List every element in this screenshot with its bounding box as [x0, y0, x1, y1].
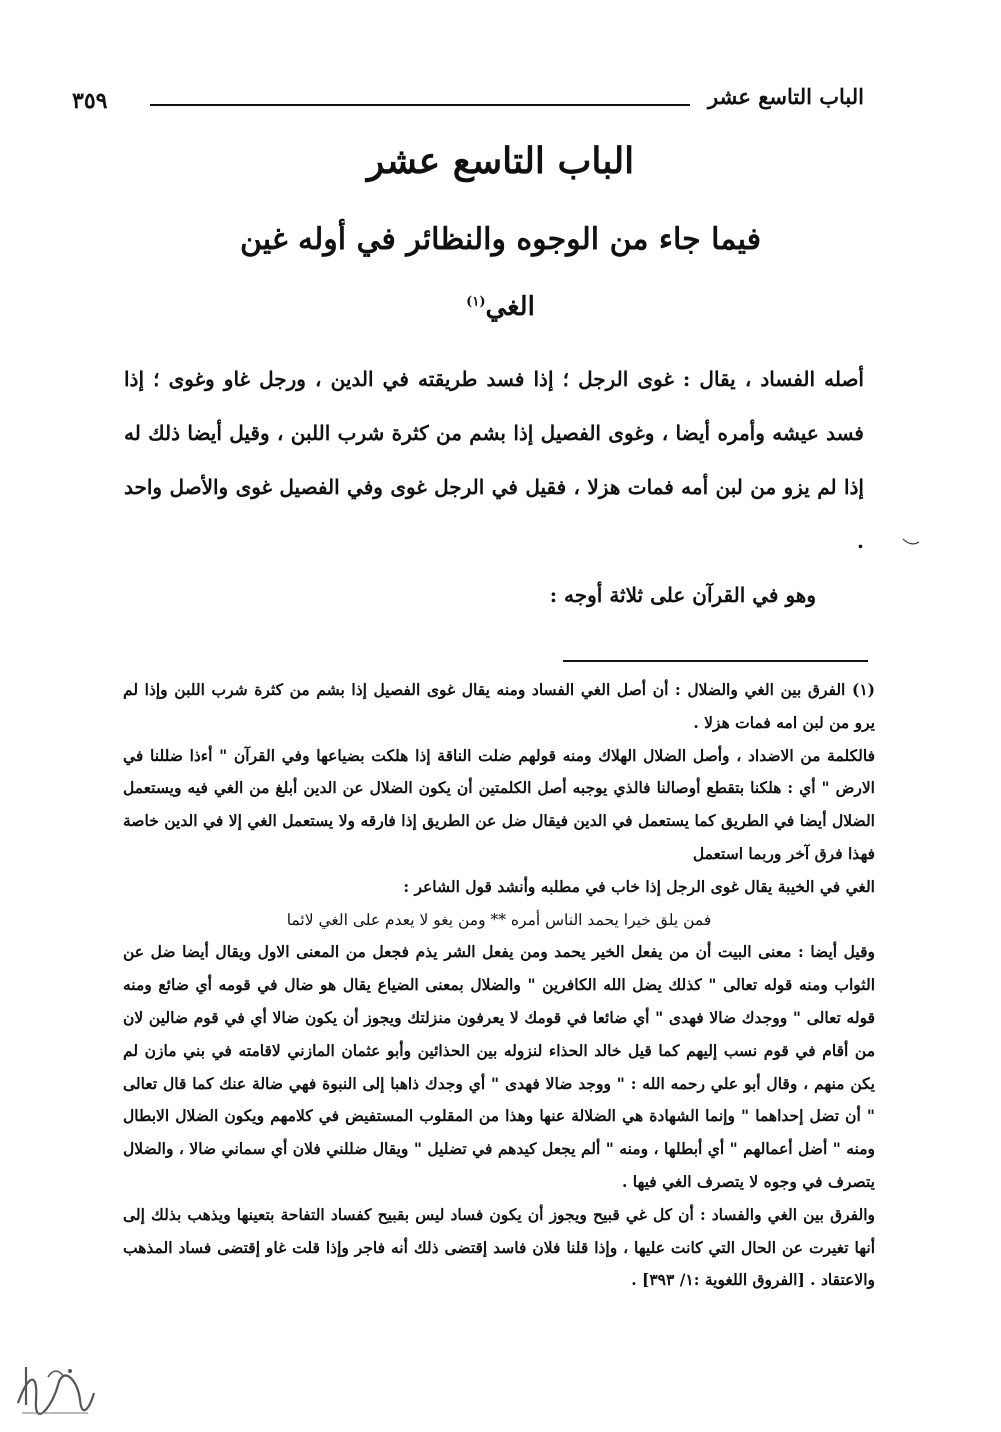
footnote-paragraph-4: وقيل أيضا : معنى البيت أن من يفعل الخير يحمد ومن يفعل الشر يذم فجعل من المعنى الاول ويقال أيضا ضل عن الثواب ومنه قوله تعالى " كذلك يضل الله الكافرين " والضلال بمعنى الضياع يقال هو ضال في قومه أي ضائع ومنه قوله تعالى " ووجدك ضالا فهدى " أي ضائعا في قومك لا يعرفون منزلتك ويجوز أن يكون ضالا أي في قوم ضالين لان من أقام في قوم نسب إليهم كما قيل خالد الحذاء لنزوله بين الحذائين وأبو عثمان المازني لاقامته في بني مازن لم يكن منهم ، وقال أبو علي رحمه الله : " ووجد ضالا فهدى " أي وجدك ذاهبا إلى النبوة فهي ضالة عنك كما قال تعالى " أن تضل إحداهما " وإنما الشهادة هي الضلالة عنها وهذا من المقلوب المستفيض في كلامهم ويكون الضلال الابطال ومنه " أضل أعمالهم " أي أبطلها ، ومنه " ألم يجعل كيدهم في تضليل " ويقال ضللني فلان أي سماني ضالا ، والضلال يتصرف في وجوه لا يتصرف الغي فيها . [123, 942, 875, 1191]
body-closing-line: وهو في القرآن على ثلاثة أوجه : [549, 583, 816, 607]
footnote-paragraph-3: الغي في الخيبة يقال غوى الرجل إذا خاب في مطلبه وأنشد قول الشاعر : [403, 876, 875, 896]
section-title-text: الغي [485, 292, 535, 322]
page-number: ٣٥٩ [72, 88, 108, 114]
watermark-logo [8, 1355, 98, 1425]
footnote-rule [563, 660, 868, 662]
header-rule [150, 104, 690, 106]
footnote-paragraph-5: والفرق بين الغي والفساد : أن كل غي قبيح ويجوز أن يكون فساد ليس بقبيح كفساد التفاحة بتعينها ويذهب بذلك إلى أنها تغيرت عن الحال التي كانت عليها ، وإذا قلنا فلان فاسد إقتضى ذلك أنه فاجر وإذا قلت غاو إقتضى فساد المذهب والاعتقاد . [الفروق اللغوية :١/ ٣٩٣] . [123, 1204, 875, 1290]
running-header-title: الباب التاسع عشر [708, 84, 864, 109]
chapter-subtitle: فيما جاء من الوجوه والنظائر في أوله غين [239, 222, 762, 257]
footnote-paragraph-1: (١) الفرق بين الغي والضلال : أن أصل الغي الفساد ومنه يقال غوى الفصيل إذا بشم من كثرة شرب اللبن وإذا لم يرو من لبن امه فمات هزلا . [123, 680, 875, 732]
footnote-verse: فمن يلق خيرا يحمد الناس أمره ** ومن يغو لا يعدم على الغي لائما [286, 910, 712, 929]
footnote-paragraph-2: فالكلمة من الاضداد ، وأصل الضلال الهلاك ومنه قولهم ضلت الناقة إذا هلكت بضياعها وفي القرآن " أءذا ضللنا في الارض " أي : هلكنا بتقطع أوصالنا فالذي يوجبه أصل الكلمتين أن يكون الضلال عن الدين أبلغ من الغي فيه ويستعمل الضلال أيضا في الطريق كما يستعمل في الدين فيقال ضل عن الطريق إذا فارقه ولا يستعمل الغي إلا في الدين خاصة فهذا فرق آخر وربما استعمل [123, 745, 875, 863]
chapter-title: الباب التاسع عشر [366, 140, 635, 182]
stray-mark [902, 537, 920, 547]
body-text [124, 352, 864, 622]
footnotes [123, 674, 875, 1297]
footnote-marker: (١) [466, 294, 486, 310]
body-paragraph: أصله الفساد ، يقال : غوى الرجل ؛ إذا فسد طريقته في الدين ، ورجل غاو وغوى ؛ إذا فسد عيشه وأمره أيضا ، وغوى الفصيل إذا بشم من كثرة شرب اللبن ، وقيل أيضا ذلك له إذا لم يزو من لبن أمه فمات هزلا ، فقيل في الرجل غوى وفي الفصيل غوى والأصل واحد . [124, 367, 864, 553]
section-title [0, 292, 1001, 322]
